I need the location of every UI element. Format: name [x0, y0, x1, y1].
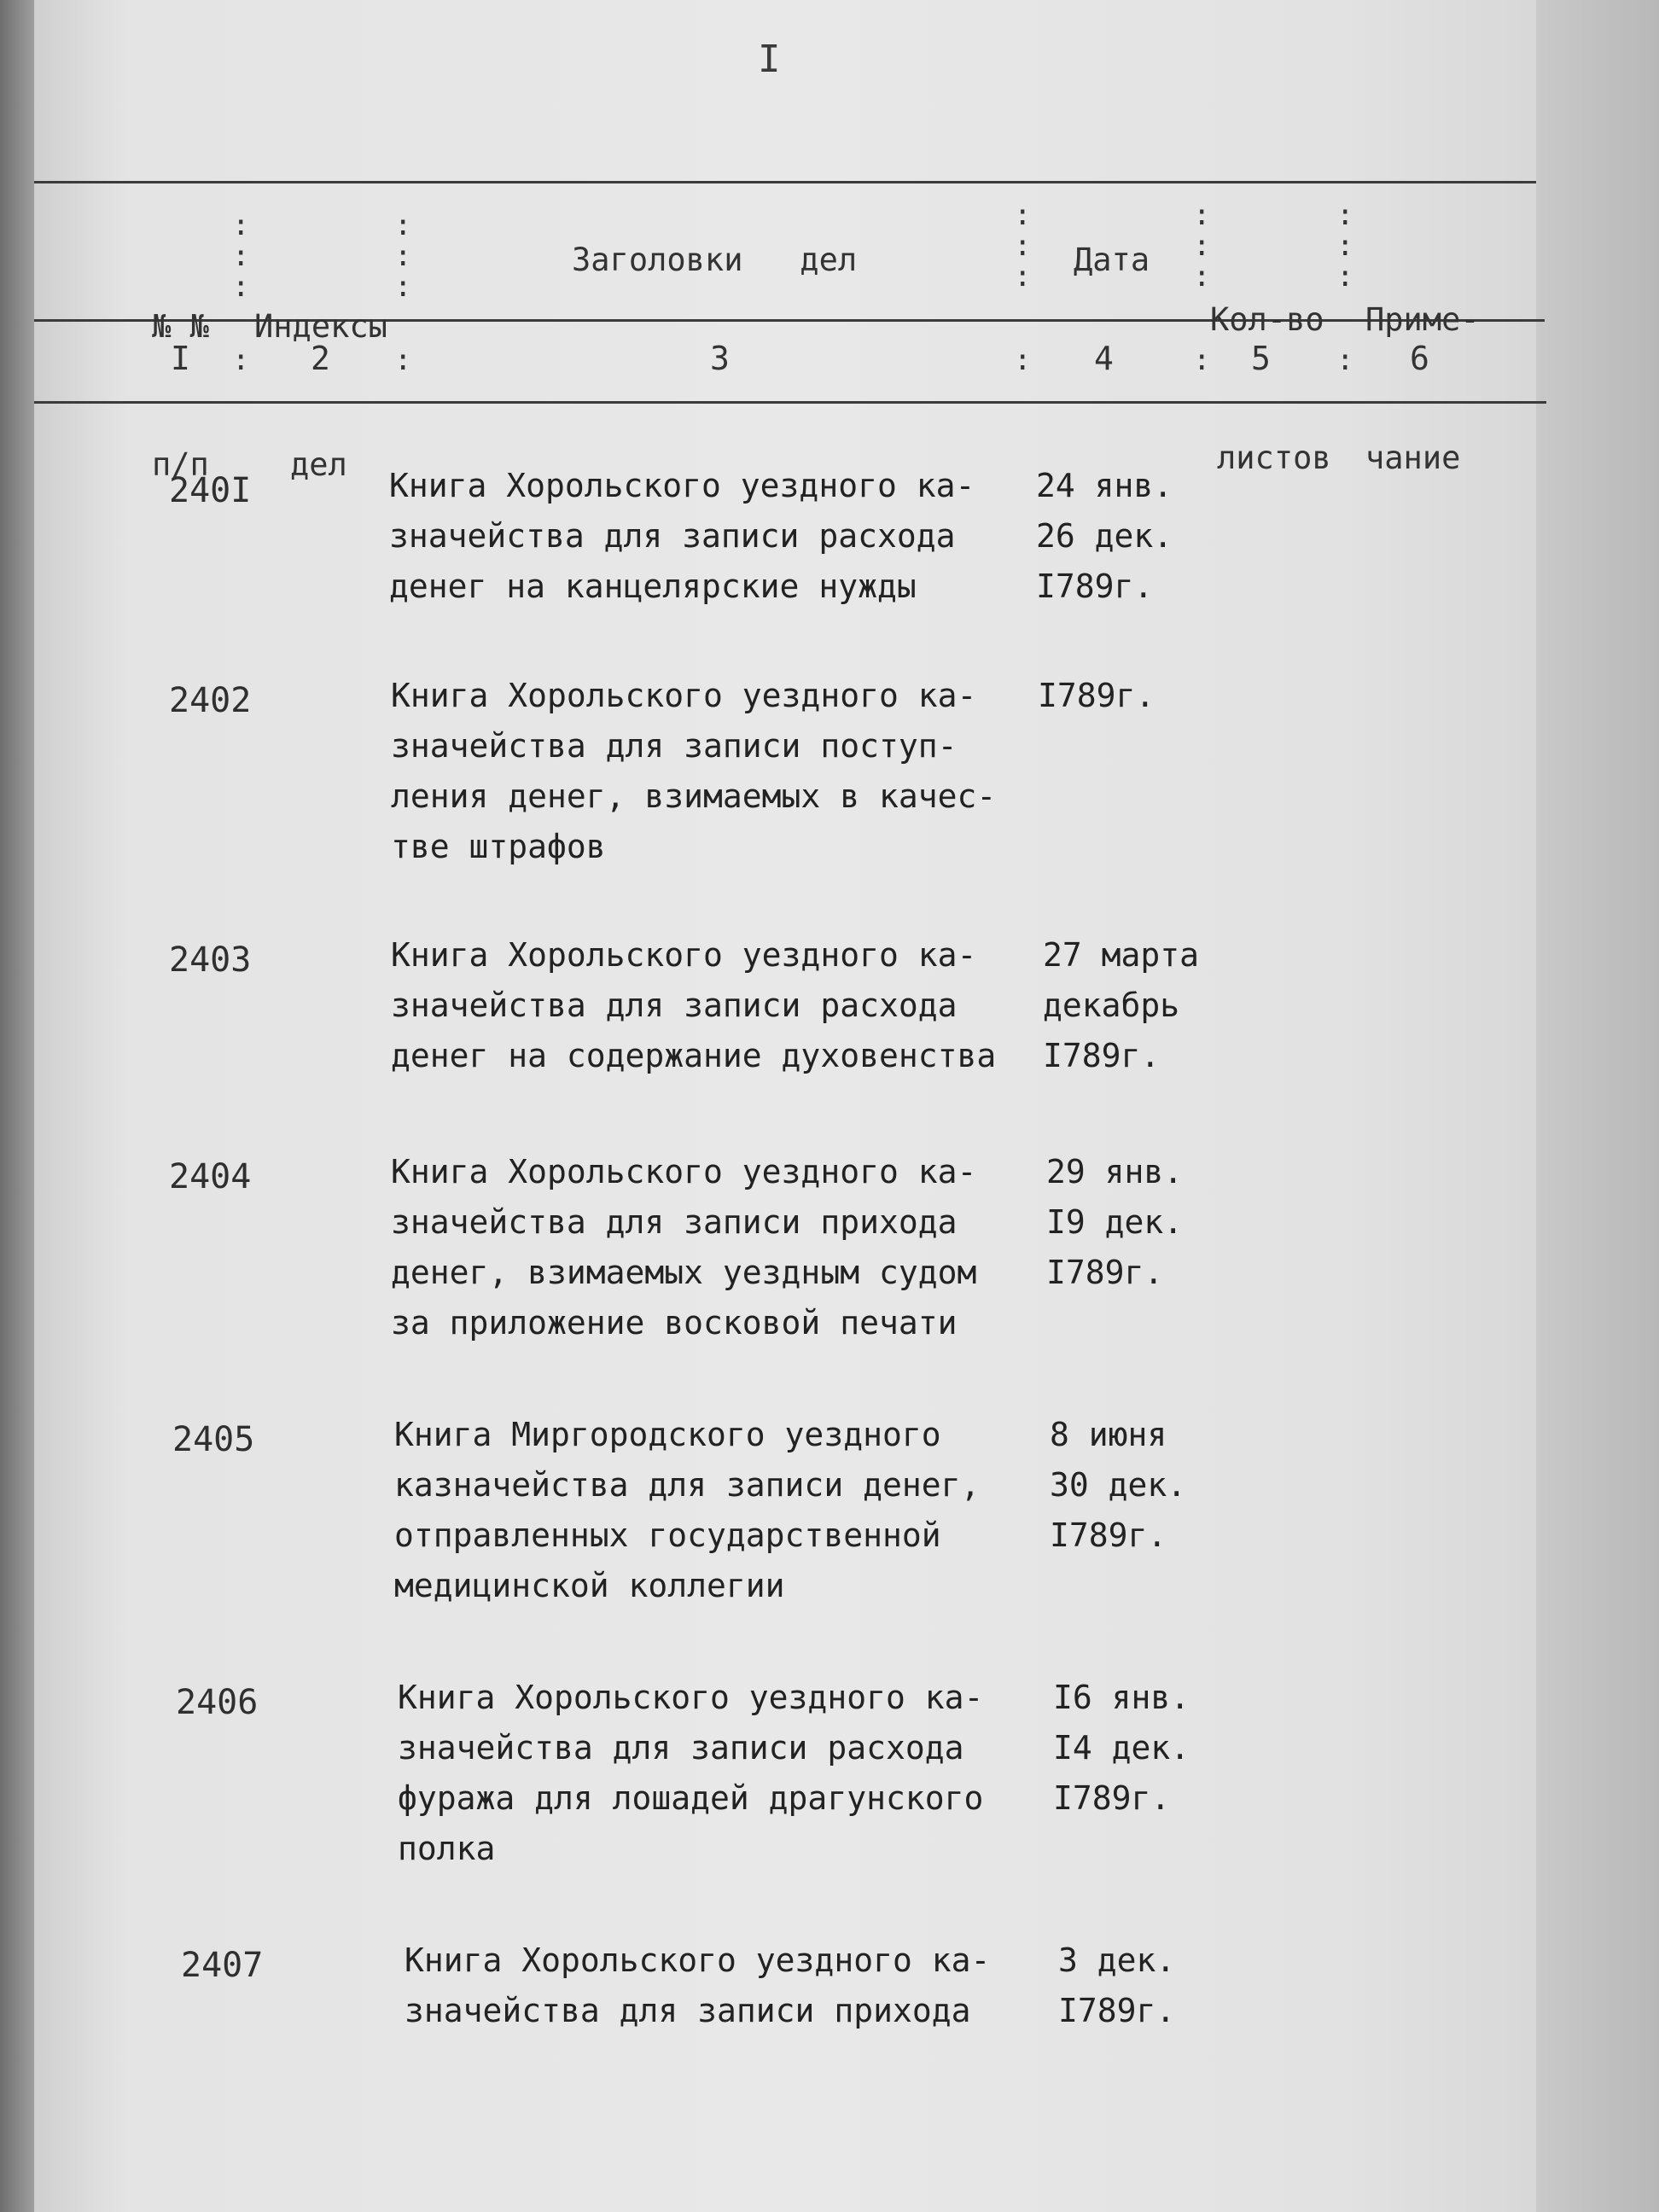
- entry-title: Книга Хорольского уездного ка- значейства для записи поступ- ления денег, взимаемых в качес- тве штрафов: [391, 677, 997, 865]
- entry-title: Книга Хорольского уездного ка- значейства для записи расхода денег на канцелярские нужды: [389, 467, 975, 605]
- table-top-rule: [34, 181, 1536, 183]
- column-number-6: 6: [1410, 340, 1429, 377]
- entry-title: Книга Хорольского уездного ка- значейства для записи прихода: [405, 1941, 991, 2029]
- entry-title: Книга Хорольского уездного ка- значейства для записи расхода денег на содержание духовенства: [391, 936, 997, 1074]
- entry-date: 27 марта декабрь I789г.: [1043, 936, 1200, 1074]
- entry-number: 240I: [169, 471, 252, 510]
- page-number: I: [758, 38, 781, 81]
- entry-title: Книга Хорольского уездного ка- значейства для записи расхода фуража для лошадей драгунского полка: [398, 1679, 984, 1867]
- column-separator: :: [1193, 343, 1211, 377]
- header-col-note: Приме- чание: [1365, 301, 1480, 476]
- header-col-number: № № п/п: [152, 308, 209, 483]
- header-col-title: Заголовки дел: [572, 242, 858, 278]
- entry-number: 2402: [169, 681, 252, 720]
- entry-title: Книга Миргородского уездного казначейства для записи денег, отправленных государственной медицинской коллегии: [394, 1416, 981, 1604]
- entry-number: 2407: [181, 1946, 264, 1985]
- header-col-sheets: Кол-во листов: [1210, 301, 1331, 476]
- entry-date: I789г.: [1038, 677, 1155, 714]
- entry-number: 2404: [169, 1157, 252, 1196]
- entry-date: 8 июня 30 дек. I789г.: [1050, 1416, 1187, 1554]
- column-number-3: 3: [710, 340, 730, 377]
- column-separator: :: [394, 343, 412, 377]
- column-number-2: 2: [311, 340, 330, 377]
- entry-number: 2403: [169, 940, 252, 980]
- entry-date: 29 янв. I9 дек. I789г.: [1046, 1153, 1184, 1291]
- column-separator: : : :: [232, 208, 250, 304]
- header-col-date: Дата: [1074, 242, 1150, 278]
- entry-number: 2406: [176, 1683, 259, 1722]
- entry-date: 24 янв. 26 дек. I789г.: [1036, 467, 1173, 605]
- column-separator: : : :: [1336, 198, 1354, 294]
- column-number-1: I: [171, 340, 190, 377]
- entry-date: I6 янв. I4 дек. I789г.: [1053, 1679, 1190, 1817]
- column-separator: : : :: [1014, 198, 1032, 294]
- column-separator: :: [1014, 343, 1032, 377]
- header-col-index: Индексы дел: [254, 308, 387, 483]
- entry-date: 3 дек. I789г.: [1058, 1941, 1176, 2029]
- column-separator: : : :: [1193, 198, 1211, 294]
- column-separator: :: [1336, 343, 1354, 377]
- column-number-4: 4: [1094, 340, 1114, 377]
- column-number-5: 5: [1251, 340, 1271, 377]
- column-separator: :: [232, 343, 250, 377]
- entry-number: 2405: [172, 1420, 255, 1459]
- column-separator: : : :: [394, 208, 412, 304]
- entry-title: Книга Хорольского уездного ка- значейства для записи прихода денег, взимаемых уездным судом за приложение восковой печати: [391, 1153, 977, 1342]
- scan-background-right: [1536, 0, 1659, 2212]
